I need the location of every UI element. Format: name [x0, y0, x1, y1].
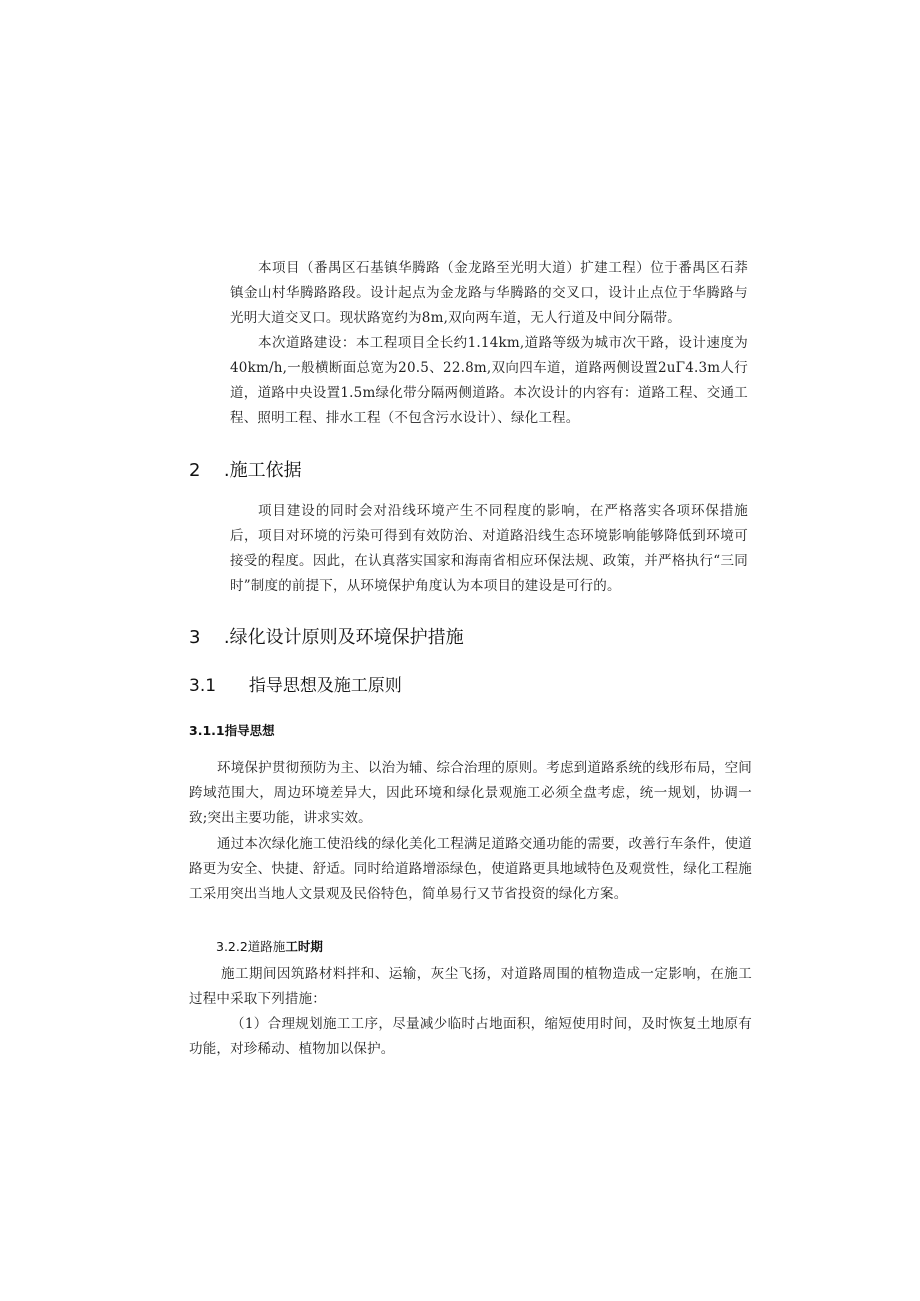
section-number: 3.1 — [189, 676, 217, 696]
section-title-plain: 3.2.2道路施 — [216, 939, 286, 954]
section-2-paragraph: 项目建设的同时会对沿线环境产生不同程度的影响，在严格落实各项环保措施后，项目对环境的污染可得到有效防治、对道路沿线生态环境影响能够降低到环境可接受的程度。因此，在认真落实国家和海南省相应环保法规、政策，并严格执行“三同时”制度的前提下，从环境保护角度认为本项目的建设是可行的。 — [230, 503, 748, 594]
section-3-heading — [189, 626, 464, 650]
section-number: 2 — [189, 460, 201, 481]
section-3-1-heading — [189, 674, 402, 698]
section-3-1-1-paragraph-1: 环境保护贯彻预防为主、以治为辅、综合治理的原则。考虑到道路系统的线形布局，空间跨域范围大，周边环境差异大，因此环境和绿化景观施工必须全盘考虑，统一规划，协调一致;突出主要功能，讲求实效。 — [189, 760, 752, 826]
section-title: .施工依据 — [223, 460, 302, 481]
section-3-2-2-heading — [216, 938, 323, 956]
section-number: 3 — [189, 627, 201, 648]
section-3-2-2-paragraph-2: （1）合理规划施工工序，尽量减少临时占地面积，缩短使用时间，及时恢复土地原有功能，对珍稀动、植物加以保护。 — [189, 1016, 752, 1057]
intro-paragraph-1: 本项目（番禺区石基镇华腾路（金龙路至光明大道）扩建工程）位于番禺区石莽镇金山村华腾路路段。设计起点为金龙路与华腾路的交叉口，设计止点位于华腾路与光明大道交叉口。现状路宽约为8m,双向两车道，无人行道及中间分隔带。 — [230, 260, 748, 326]
section-3-1-1-heading: 3.1.1指导思想 — [189, 723, 275, 738]
intro-paragraph-2: 本次道路建设：本工程项目全长约1.14km,道路等级为城市次干路，设计速度为40km/h,一般横断面总宽为20.5、22.8m,双向四车道，道路两侧设置2uΓ4.3m人行道，道路中央设置1.5m绿化带分隔两侧道路。本次设计的内容有：道路工程、交通工程、照明工程、排水工程（不包含污水设计）、绿化工程。 — [230, 335, 748, 426]
section-3-2-2-paragraph-1: 施工期间因筑路材料拌和、运输，灰尘飞扬，对道路周围的植物造成一定影响，在施工过程中采取下列措施： — [189, 966, 752, 1007]
section-title: .绿化设计原则及环境保护措施 — [223, 627, 464, 648]
section-3-1-1-paragraph-2: 通过本次绿化施工使沿线的绿化美化工程满足道路交通功能的需要，改善行车条件，使道路更为安全、快捷、舒适。同时给道路增添绿色，使道路更具地域特色及观赏性，绿化工程施工采用突出当地人文景观及民俗特色，简单易行又节省投资的绿化方案。 — [189, 836, 752, 902]
section-2-heading — [189, 459, 302, 483]
section-title-bold: 工时期 — [285, 939, 323, 954]
section-title: 指导思想及施工原则 — [248, 676, 402, 696]
